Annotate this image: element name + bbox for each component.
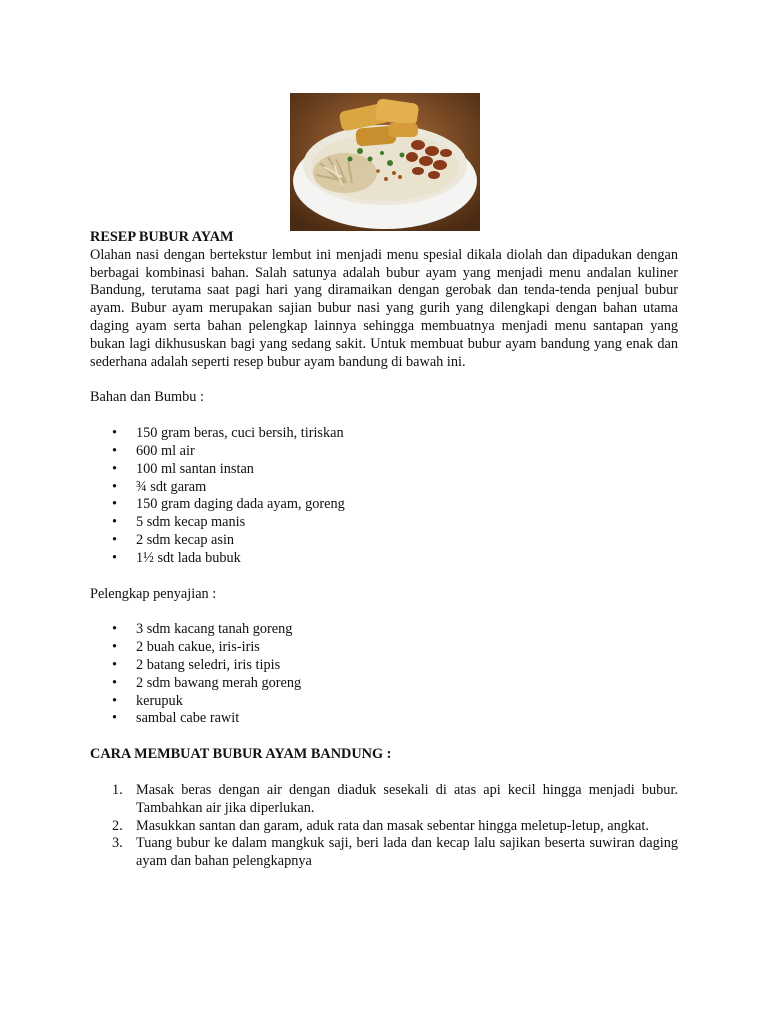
recipe-title: RESEP BUBUR AYAM bbox=[90, 229, 234, 245]
recipe-content bbox=[90, 229, 678, 871]
method-steps bbox=[90, 782, 678, 871]
step-number: 3. bbox=[112, 835, 123, 852]
step-item bbox=[90, 835, 678, 871]
bubur-ayam-photo bbox=[290, 93, 480, 231]
list-item: • sambal cabe rawit bbox=[90, 710, 678, 728]
step-text: Masukkan santan dan garam, aduk rata dan masak sebentar hingga meletup-letup, angkat. bbox=[136, 817, 649, 834]
step-number: 2. bbox=[112, 817, 123, 834]
list-item: • 150 gram beras, cuci bersih, tiriskan bbox=[90, 425, 678, 443]
list-item: • 2 batang seledri, iris tipis bbox=[90, 657, 678, 675]
bowl-illustration-icon bbox=[290, 93, 480, 231]
list-item: • 600 ml air bbox=[90, 443, 678, 461]
ingredients-list bbox=[90, 425, 678, 567]
ingredients-label: Bahan dan Bumbu : bbox=[90, 389, 204, 406]
list-item: • 100 ml santan instan bbox=[90, 461, 678, 479]
step-text: Masak beras dengan air dengan diaduk sesekali di atas api kecil hingga menjadi bubur. Tambahkan air jika diperlukan. bbox=[136, 781, 678, 816]
list-item: • 2 buah cakue, iris-iris bbox=[90, 639, 678, 657]
toppings-list bbox=[90, 621, 678, 728]
list-item: • 2 sdm kecap asin bbox=[90, 532, 678, 550]
list-item: • 150 gram daging dada ayam, goreng bbox=[90, 496, 678, 514]
list-item: • 5 sdm kecap manis bbox=[90, 514, 678, 532]
step-item bbox=[90, 782, 678, 818]
step-item bbox=[90, 818, 678, 836]
list-item: • ¾ sdt garam bbox=[90, 479, 678, 497]
list-item: • 1½ sdt lada bubuk bbox=[90, 550, 678, 568]
step-text: Tuang bubur ke dalam mangkuk saji, beri lada dan kecap lalu sajikan beserta suwiran daging ayam dan bahan pelengkapnya bbox=[136, 835, 678, 870]
toppings-label: Pelengkap penyajian : bbox=[90, 585, 217, 602]
method-heading: CARA MEMBUAT BUBUR AYAM BANDUNG : bbox=[90, 746, 392, 763]
intro-paragraph: Olahan nasi dengan bertekstur lembut ini menjadi menu spesial dikala diolah dan dipadukan dengan berbagai kombinasi bahan. Salah satunya adalah bubur ayam yang menjadi menu andalan kuliner Bandung, terutama saat pagi hari yang diramaikan dengan gerobak dan tenda-tenda penjual bubur ayam. Bubur ayam merupakan sajian bubur nasi yang gurih yang dilengkapi dengan bahan utama daging ayam serta bahan pelengkap lainnya sehingga membuatnya menjadi menu santapan yang bukan lagi dikhususkan bagi yang sedang sakit. Untuk membuat bubur ayam bandung yang enak dan sederhana adalah seperti resep bubur ayam bandung di bawah ini. bbox=[90, 246, 678, 370]
list-item: • kerupuk bbox=[90, 693, 678, 711]
step-number: 1. bbox=[112, 781, 123, 798]
list-item: • 3 sdm kacang tanah goreng bbox=[90, 621, 678, 639]
list-item: • 2 sdm bawang merah goreng bbox=[90, 675, 678, 693]
